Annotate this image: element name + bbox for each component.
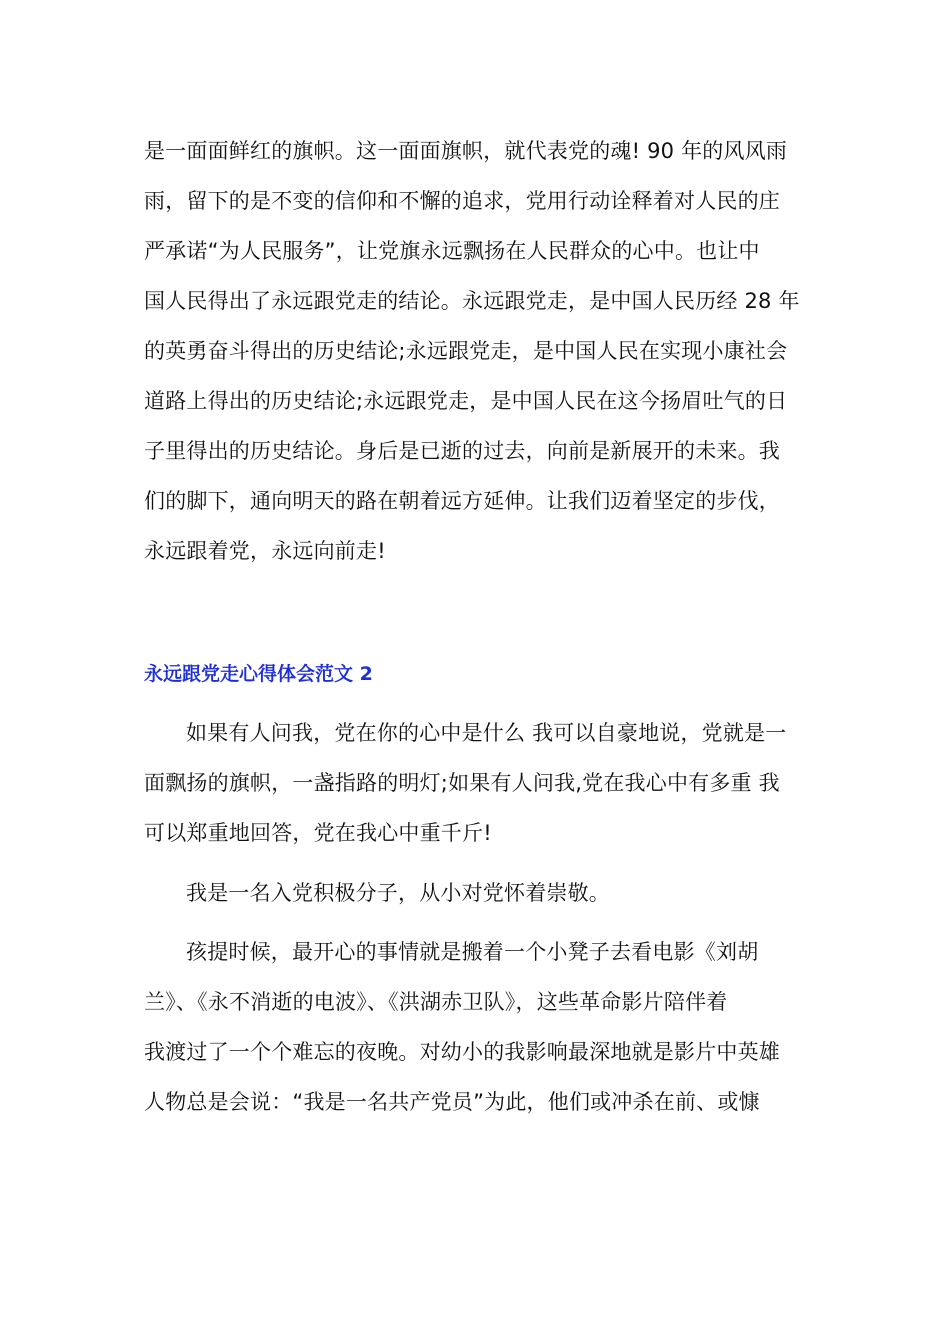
paragraph-line: 我是一名入党积极分子，从小对党怀着崇敬。 xyxy=(186,881,610,905)
paragraph-line: 如果有人问我，党在你的心中是什么 我可以自豪地说，党就是一 xyxy=(186,721,787,745)
section-heading: 永远跟党走心得体会范文 2 xyxy=(144,663,373,685)
paragraph-line: 道路上得出的历史结论;永远跟党走，是中国人民在这今扬眉吐气的日 xyxy=(144,389,788,413)
paragraph-line: 可以郑重地回答，党在我心中重千斤! xyxy=(144,821,492,845)
paragraph-line: 永远跟着党，永远向前走! xyxy=(144,539,386,563)
paragraph-line: 雨，留下的是不变的信仰和不懈的追求，党用行动诠释着对人民的庄 xyxy=(144,189,780,213)
paragraph-line: 面飘扬的旗帜，一盏指路的明灯;如果有人问我,党在我心中有多重 我 xyxy=(144,771,780,795)
paragraph-line: 人物总是会说：“我是一名共产党员”为此，他们或冲杀在前、或慷 xyxy=(144,1090,760,1114)
paragraph-line: 孩提时候，最开心的事情就是搬着一个小凳子去看电影《刘胡 xyxy=(186,940,759,964)
paragraph-line: 是一面面鲜红的旗帜。这一面面旗帜，就代表党的魂! 90 年的风风雨 xyxy=(144,139,788,163)
paragraph-line: 们的脚下，通向明天的路在朝着远方延伸。让我们迈着坚定的步伐， xyxy=(144,489,780,513)
paragraph-line: 兰》、《永不消逝的电波》、《洪湖赤卫队》，这些革命影片陪伴着 xyxy=(144,990,728,1014)
paragraph-line: 的英勇奋斗得出的历史结论;永远跟党走，是中国人民在实现小康社会 xyxy=(144,339,788,363)
paragraph-line: 子里得出的历史结论。身后是已逝的过去，向前是新展开的未来。我 xyxy=(144,439,780,463)
paragraph-line: 我渡过了一个个难忘的夜晚。对幼小的我影响最深地就是影片中英雄 xyxy=(144,1040,780,1064)
paragraph-line: 国人民得出了永远跟党走的结论。永远跟党走，是中国人民历经 28 年 xyxy=(144,289,800,313)
paragraph-line: 严承诺“为人民服务”，让党旗永远飘扬在人民群众的心中。也让中 xyxy=(144,239,760,263)
